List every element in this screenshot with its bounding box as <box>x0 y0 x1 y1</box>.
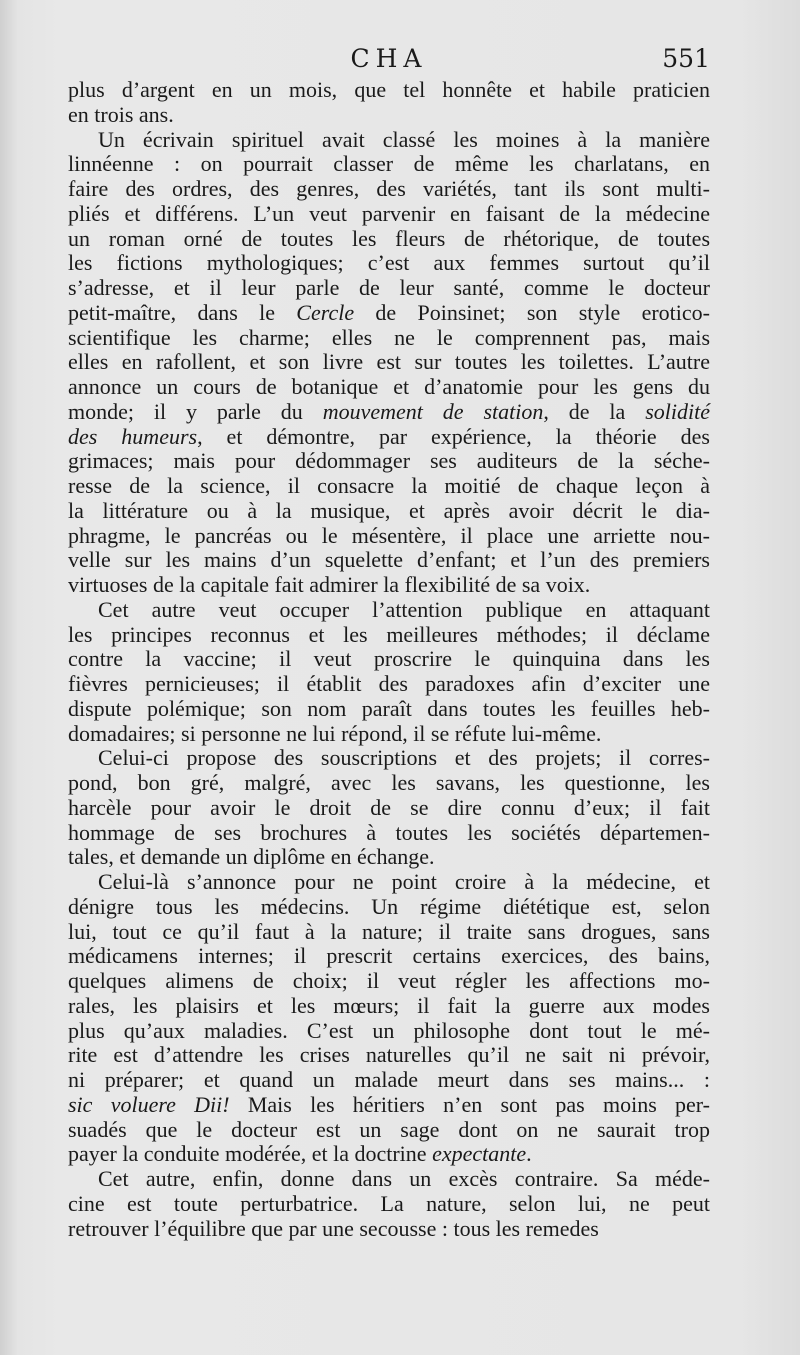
text-run: fièvres pernicieuses; il établit des paradoxes afin d’exciter une <box>68 671 710 696</box>
text-run: monde; il y parle du <box>68 398 323 424</box>
text-run: retrouver l’équilibre que par une secousse : tous les remedes <box>68 1215 599 1241</box>
text-run: Mais les héritiers n’en sont pas moins per- <box>229 1091 711 1117</box>
text-line <box>68 425 710 450</box>
text-run: faire des ordres, des genres, des variétés, tant ils sont multi- <box>68 176 710 201</box>
text-run: les fictions mythologiques; c’est aux femmes surtout qu’il <box>68 250 710 276</box>
paragraph <box>68 1167 710 1241</box>
text-line <box>68 326 710 351</box>
italic-text: des humeurs <box>68 423 198 449</box>
text-run: tales, et demande un diplôme en échange. <box>68 844 435 870</box>
text-line <box>68 103 710 128</box>
text-line <box>68 771 710 796</box>
text-run: annonce un cours de botanique et d’anatomie pour les gens du <box>68 374 710 399</box>
italic-text: sic voluere Dii! <box>68 1091 230 1117</box>
paragraph <box>68 78 710 128</box>
text-run: virtuoses de la capitale fait admirer la flexibilité de sa voix. <box>68 572 591 597</box>
text-line <box>68 152 710 177</box>
text-line <box>68 969 710 994</box>
text-run: phragme, le pancréas ou le mésentère, il place une arriette nou- <box>68 522 710 548</box>
text-line <box>68 202 710 227</box>
text-run: les principes reconnus et les meilleures méthodes; il déclame <box>68 621 710 647</box>
text-run: ni préparer; et quand un malade meurt dans ses mains... : <box>68 1067 710 1092</box>
text-line <box>68 920 710 945</box>
text-run: un roman orné de toutes les fleurs de rhétorique, de toutes <box>68 225 710 251</box>
text-run: rales, les plaisirs et les mœurs; il fait la guerre aux modes <box>68 992 710 1018</box>
text-line <box>68 1142 710 1167</box>
text-run: petit-maître, dans le <box>68 299 297 325</box>
text-run: de Poinsinet; son style erotico- <box>354 299 710 325</box>
page-header <box>68 44 710 74</box>
text-line <box>68 177 710 202</box>
text-run: payer la conduite modérée, et la doctrine <box>68 1141 433 1167</box>
paragraph <box>68 128 710 598</box>
text-run: la littérature ou à la musique, et après avoir décrit le dia- <box>68 497 710 523</box>
text-line <box>68 647 710 672</box>
text-line <box>68 400 710 425</box>
text-run: contre la vaccine; il veut proscrire le quinquina dans les <box>68 646 710 672</box>
text-line <box>68 499 710 524</box>
text-line <box>68 474 710 499</box>
text-run: plus qu’aux maladies. C’est un philosophe dont tout le mé- <box>68 1017 710 1043</box>
text-line <box>68 1093 710 1118</box>
text-line <box>68 944 710 969</box>
text-run: rite est d’attendre les crises naturelles qu’il ne sait ni prévoir, <box>68 1042 710 1068</box>
body-text <box>68 78 710 1241</box>
text-line <box>68 276 710 301</box>
text-line <box>68 1167 710 1192</box>
italic-text: Cercle <box>296 299 355 325</box>
text-run: , et démontre, par expérience, la théorie des <box>197 423 710 449</box>
running-title: CHA <box>350 44 428 73</box>
text-run: resse de la science, il consacre la moitié de chaque leçon à <box>68 473 710 498</box>
text-line <box>68 1217 710 1242</box>
text-line <box>68 672 710 697</box>
text-run: s’adresse, et il leur parle de leur santé, comme le docteur <box>68 275 710 300</box>
text-run: Cet autre veut occuper l’attention publique en attaquant <box>98 596 710 622</box>
text-line <box>68 623 710 648</box>
text-line <box>68 524 710 549</box>
text-line <box>68 78 710 103</box>
text-line <box>68 548 710 573</box>
text-run: domadaires; si personne ne lui répond, il se réfute lui-même. <box>68 720 602 746</box>
text-run: hommage de ses brochures à toutes les sociétés départemen- <box>68 819 710 845</box>
paragraph <box>68 746 710 870</box>
text-run: . <box>526 1141 532 1167</box>
page-number: 551 <box>662 44 710 73</box>
text-line <box>68 1068 710 1093</box>
text-run: scientifique les charme; elles ne le comprennent pas, mais <box>68 324 710 350</box>
text-run: quelques alimens de choix; il veut régler les affections mo- <box>68 968 710 993</box>
paragraph <box>68 598 710 747</box>
text-line <box>68 796 710 821</box>
text-line <box>68 722 710 747</box>
text-line <box>68 1043 710 1068</box>
text-line <box>68 697 710 722</box>
text-run: grimaces; mais pour dédommager ses auditeurs de la séche- <box>68 448 710 474</box>
italic-text: solidité <box>645 398 710 424</box>
text-line <box>68 251 710 276</box>
text-line <box>68 746 710 771</box>
text-line <box>68 870 710 895</box>
text-run: Celui-ci propose des souscriptions et des projets; il corres- <box>98 745 710 771</box>
text-run: Un écrivain spirituel avait classé les moines à la manière <box>98 126 710 152</box>
text-run: , de la <box>543 398 646 424</box>
text-line <box>68 845 710 870</box>
text-line <box>68 1192 710 1217</box>
italic-text: expectante <box>432 1141 527 1167</box>
text-line <box>68 350 710 375</box>
text-line <box>68 449 710 474</box>
text-run: dénigre tous les médecins. Un régime diététique est, selon <box>68 893 710 919</box>
text-run: en trois ans. <box>68 101 174 127</box>
text-run: médicamens internes; il prescrit certains exercices, des bains, <box>68 943 710 969</box>
text-run: plus d’argent en un mois, que tel honnête et habile praticien <box>68 77 710 102</box>
text-line <box>68 895 710 920</box>
text-line <box>68 1019 710 1044</box>
text-run: harcèle pour avoir le droit de se dire connu d’eux; il fait <box>68 794 710 820</box>
text-run: Cet autre, enfin, donne dans un excès contraire. Sa méde- <box>98 1166 710 1191</box>
text-run: cine est toute perturbatrice. La nature, selon lui, ne peut <box>68 1190 710 1216</box>
text-line <box>68 128 710 153</box>
text-line <box>68 301 710 326</box>
text-run: linnéenne : on pourrait classer de même les charlatans, en <box>68 151 710 177</box>
text-run: suadés que le docteur est un sage dont on ne saurait trop <box>68 1116 710 1142</box>
paragraph <box>68 870 710 1167</box>
text-run: pond, bon gré, malgré, avec les savans, les questionne, les <box>68 770 710 795</box>
text-run: Celui-là s’annonce pour ne point croire à la médecine, et <box>98 869 710 894</box>
text-line <box>68 821 710 846</box>
text-line <box>68 227 710 252</box>
text-line <box>68 994 710 1019</box>
text-line <box>68 573 710 598</box>
italic-text: mouvement de station <box>322 398 544 424</box>
text-line <box>68 375 710 400</box>
text-line <box>68 1118 710 1143</box>
text-run: dispute polémique; son nom paraît dans toutes les feuilles heb- <box>68 695 710 721</box>
text-line <box>68 598 710 623</box>
text-run: lui, tout ce qu’il faut à la nature; il traite sans drogues, sans <box>68 918 710 944</box>
text-run: pliés et différens. L’un veut parvenir en faisant de la médecine <box>68 200 710 226</box>
text-run: velle sur les mains d’un squelette d’enfant; et l’un des premiers <box>68 547 710 573</box>
text-run: elles en rafollent, et son livre est sur toutes les toilettes. L’autre <box>68 349 710 375</box>
